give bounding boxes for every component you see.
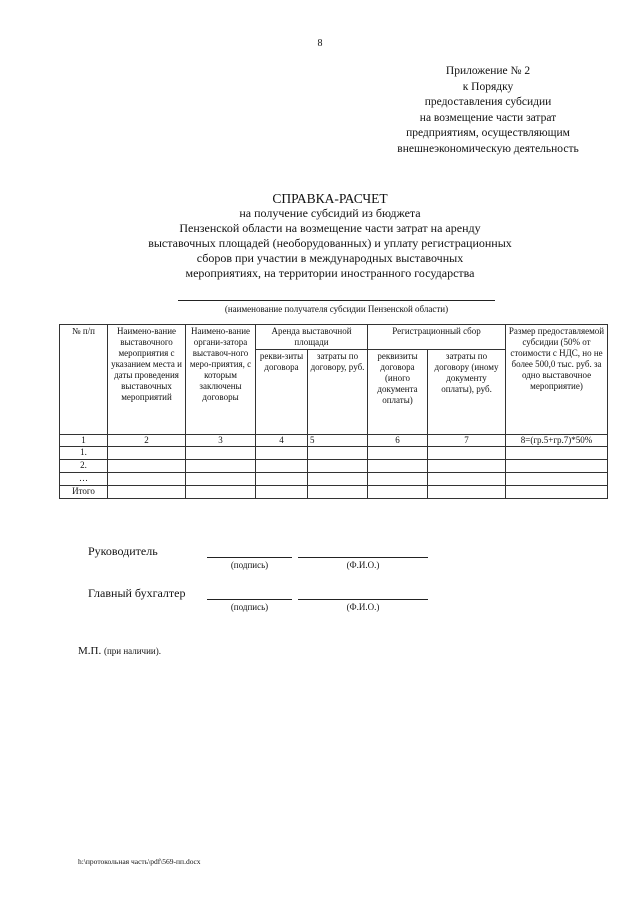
column-number: 8=(гр.5+гр.7)*50% bbox=[506, 435, 608, 447]
header-registration-group: Регистрационный сбор bbox=[368, 325, 506, 350]
annex-line: Приложение № 2 bbox=[445, 65, 531, 77]
column-number: 3 bbox=[186, 435, 256, 447]
table-cell bbox=[186, 473, 256, 486]
annex-line: предоставления субсидии bbox=[424, 96, 552, 108]
table-row bbox=[60, 447, 608, 460]
table-cell bbox=[108, 447, 186, 460]
director-signature-caption: (подпись) bbox=[230, 560, 269, 570]
table-cell bbox=[368, 486, 428, 499]
table-cell bbox=[186, 447, 256, 460]
director-name-line bbox=[298, 557, 428, 558]
table-cell bbox=[506, 447, 608, 460]
table-cell bbox=[428, 473, 506, 486]
column-number: 5 bbox=[308, 435, 368, 447]
table-cell bbox=[308, 486, 368, 499]
total-row bbox=[60, 486, 608, 499]
table-cell bbox=[308, 460, 368, 473]
footer-file-path: h:\протокольная часть\pdf\569-пп.docx bbox=[78, 857, 201, 866]
subtitle-line: Пензенской области на возмещение части затрат на аренду bbox=[179, 221, 481, 235]
header-rent-group: Аренда выставочной площади bbox=[256, 325, 368, 350]
accountant-name-caption: (Ф.И.О.) bbox=[346, 602, 380, 612]
row-number: 2. bbox=[60, 460, 108, 473]
table-cell bbox=[308, 447, 368, 460]
column-number: 6 bbox=[368, 435, 428, 447]
table-row bbox=[60, 473, 608, 486]
calculation-table bbox=[59, 324, 608, 499]
document-title: СПРАВКА-РАСЧЕТ bbox=[272, 191, 388, 206]
header-reg-requisites: реквизиты договора (иного документа оплаты) bbox=[368, 350, 428, 435]
table-cell bbox=[506, 473, 608, 486]
table-cell bbox=[368, 460, 428, 473]
chief-accountant-label: Главный бухгалтер bbox=[88, 586, 186, 600]
table-cell bbox=[186, 486, 256, 499]
table-cell bbox=[256, 447, 308, 460]
recipient-name-line bbox=[178, 300, 495, 301]
header-organizer-name: Наимено-вание органи-затора выставоч-ного меро-приятия, с которым заключены договоры bbox=[186, 325, 256, 435]
table-cell bbox=[428, 460, 506, 473]
total-label: Итого bbox=[60, 486, 108, 499]
table-cell bbox=[308, 473, 368, 486]
table-cell bbox=[108, 486, 186, 499]
stamp-note: (при наличии). bbox=[103, 646, 161, 656]
annex-header bbox=[370, 64, 606, 157]
table-cell bbox=[368, 447, 428, 460]
subtitle-line: выставочных площадей (необорудованных) и уплату регистрационных bbox=[148, 236, 512, 250]
header-number: № п/п bbox=[60, 325, 108, 435]
annex-line: внешнеэкономическую деятельность bbox=[397, 142, 579, 155]
table-row bbox=[60, 460, 608, 473]
row-number: … bbox=[60, 473, 108, 486]
subtitle-line: на получение субсидий из бюджета bbox=[239, 206, 421, 220]
annex-line: на возмещение части затрат bbox=[419, 111, 557, 124]
header-rent-requisites: рекви-зиты договора bbox=[256, 350, 308, 435]
document-subtitle bbox=[110, 206, 550, 281]
table-cell bbox=[506, 486, 608, 499]
table-cell bbox=[428, 447, 506, 460]
accountant-name-line bbox=[298, 599, 428, 600]
accountant-signature-line bbox=[207, 599, 292, 600]
director-label: Руководитель bbox=[88, 544, 158, 558]
column-number: 2 bbox=[108, 435, 186, 447]
annex-line: к Порядку bbox=[462, 80, 514, 93]
table-cell bbox=[506, 460, 608, 473]
table-cell bbox=[428, 486, 506, 499]
table-cell bbox=[256, 460, 308, 473]
row-number: 1. bbox=[60, 447, 108, 460]
table-cell bbox=[108, 473, 186, 486]
table-cell bbox=[256, 486, 308, 499]
stamp-label: М.П. bbox=[78, 645, 102, 657]
header-rent-costs: затраты по договору, руб. bbox=[308, 350, 368, 435]
accountant-signature-caption: (подпись) bbox=[230, 602, 269, 612]
column-number: 1 bbox=[60, 435, 108, 447]
header-event-name: Наимено-вание выставочного мероприятия с указанием места и даты проведения выставочных мероприятий bbox=[108, 325, 186, 435]
column-number: 7 bbox=[428, 435, 506, 447]
table-cell bbox=[256, 473, 308, 486]
director-name-caption: (Ф.И.О.) bbox=[346, 560, 380, 570]
table-cell bbox=[186, 460, 256, 473]
header-subsidy-amount: Размер предоставляемой субсидии (50% от стоимости с НДС, но не более 500,0 тыс. руб. за одно выставочное мероприятие) bbox=[506, 325, 608, 435]
stamp-place bbox=[78, 645, 161, 657]
page-number: 8 bbox=[317, 38, 323, 49]
column-number-row bbox=[60, 435, 608, 447]
table-cell bbox=[368, 473, 428, 486]
table-cell bbox=[108, 460, 186, 473]
recipient-caption: (наименование получателя субсидии Пензенской области) bbox=[224, 304, 449, 314]
subtitle-line: мероприятиях, на территории иностранного государства bbox=[185, 266, 475, 280]
column-number: 4 bbox=[256, 435, 308, 447]
director-signature-line bbox=[207, 557, 292, 558]
annex-line: предприятиям, осуществляющим bbox=[406, 127, 570, 139]
subtitle-line: сборов при участии в международных выставочных bbox=[196, 251, 464, 265]
header-reg-costs: затраты по договору (иному документу оплаты), руб. bbox=[428, 350, 506, 435]
